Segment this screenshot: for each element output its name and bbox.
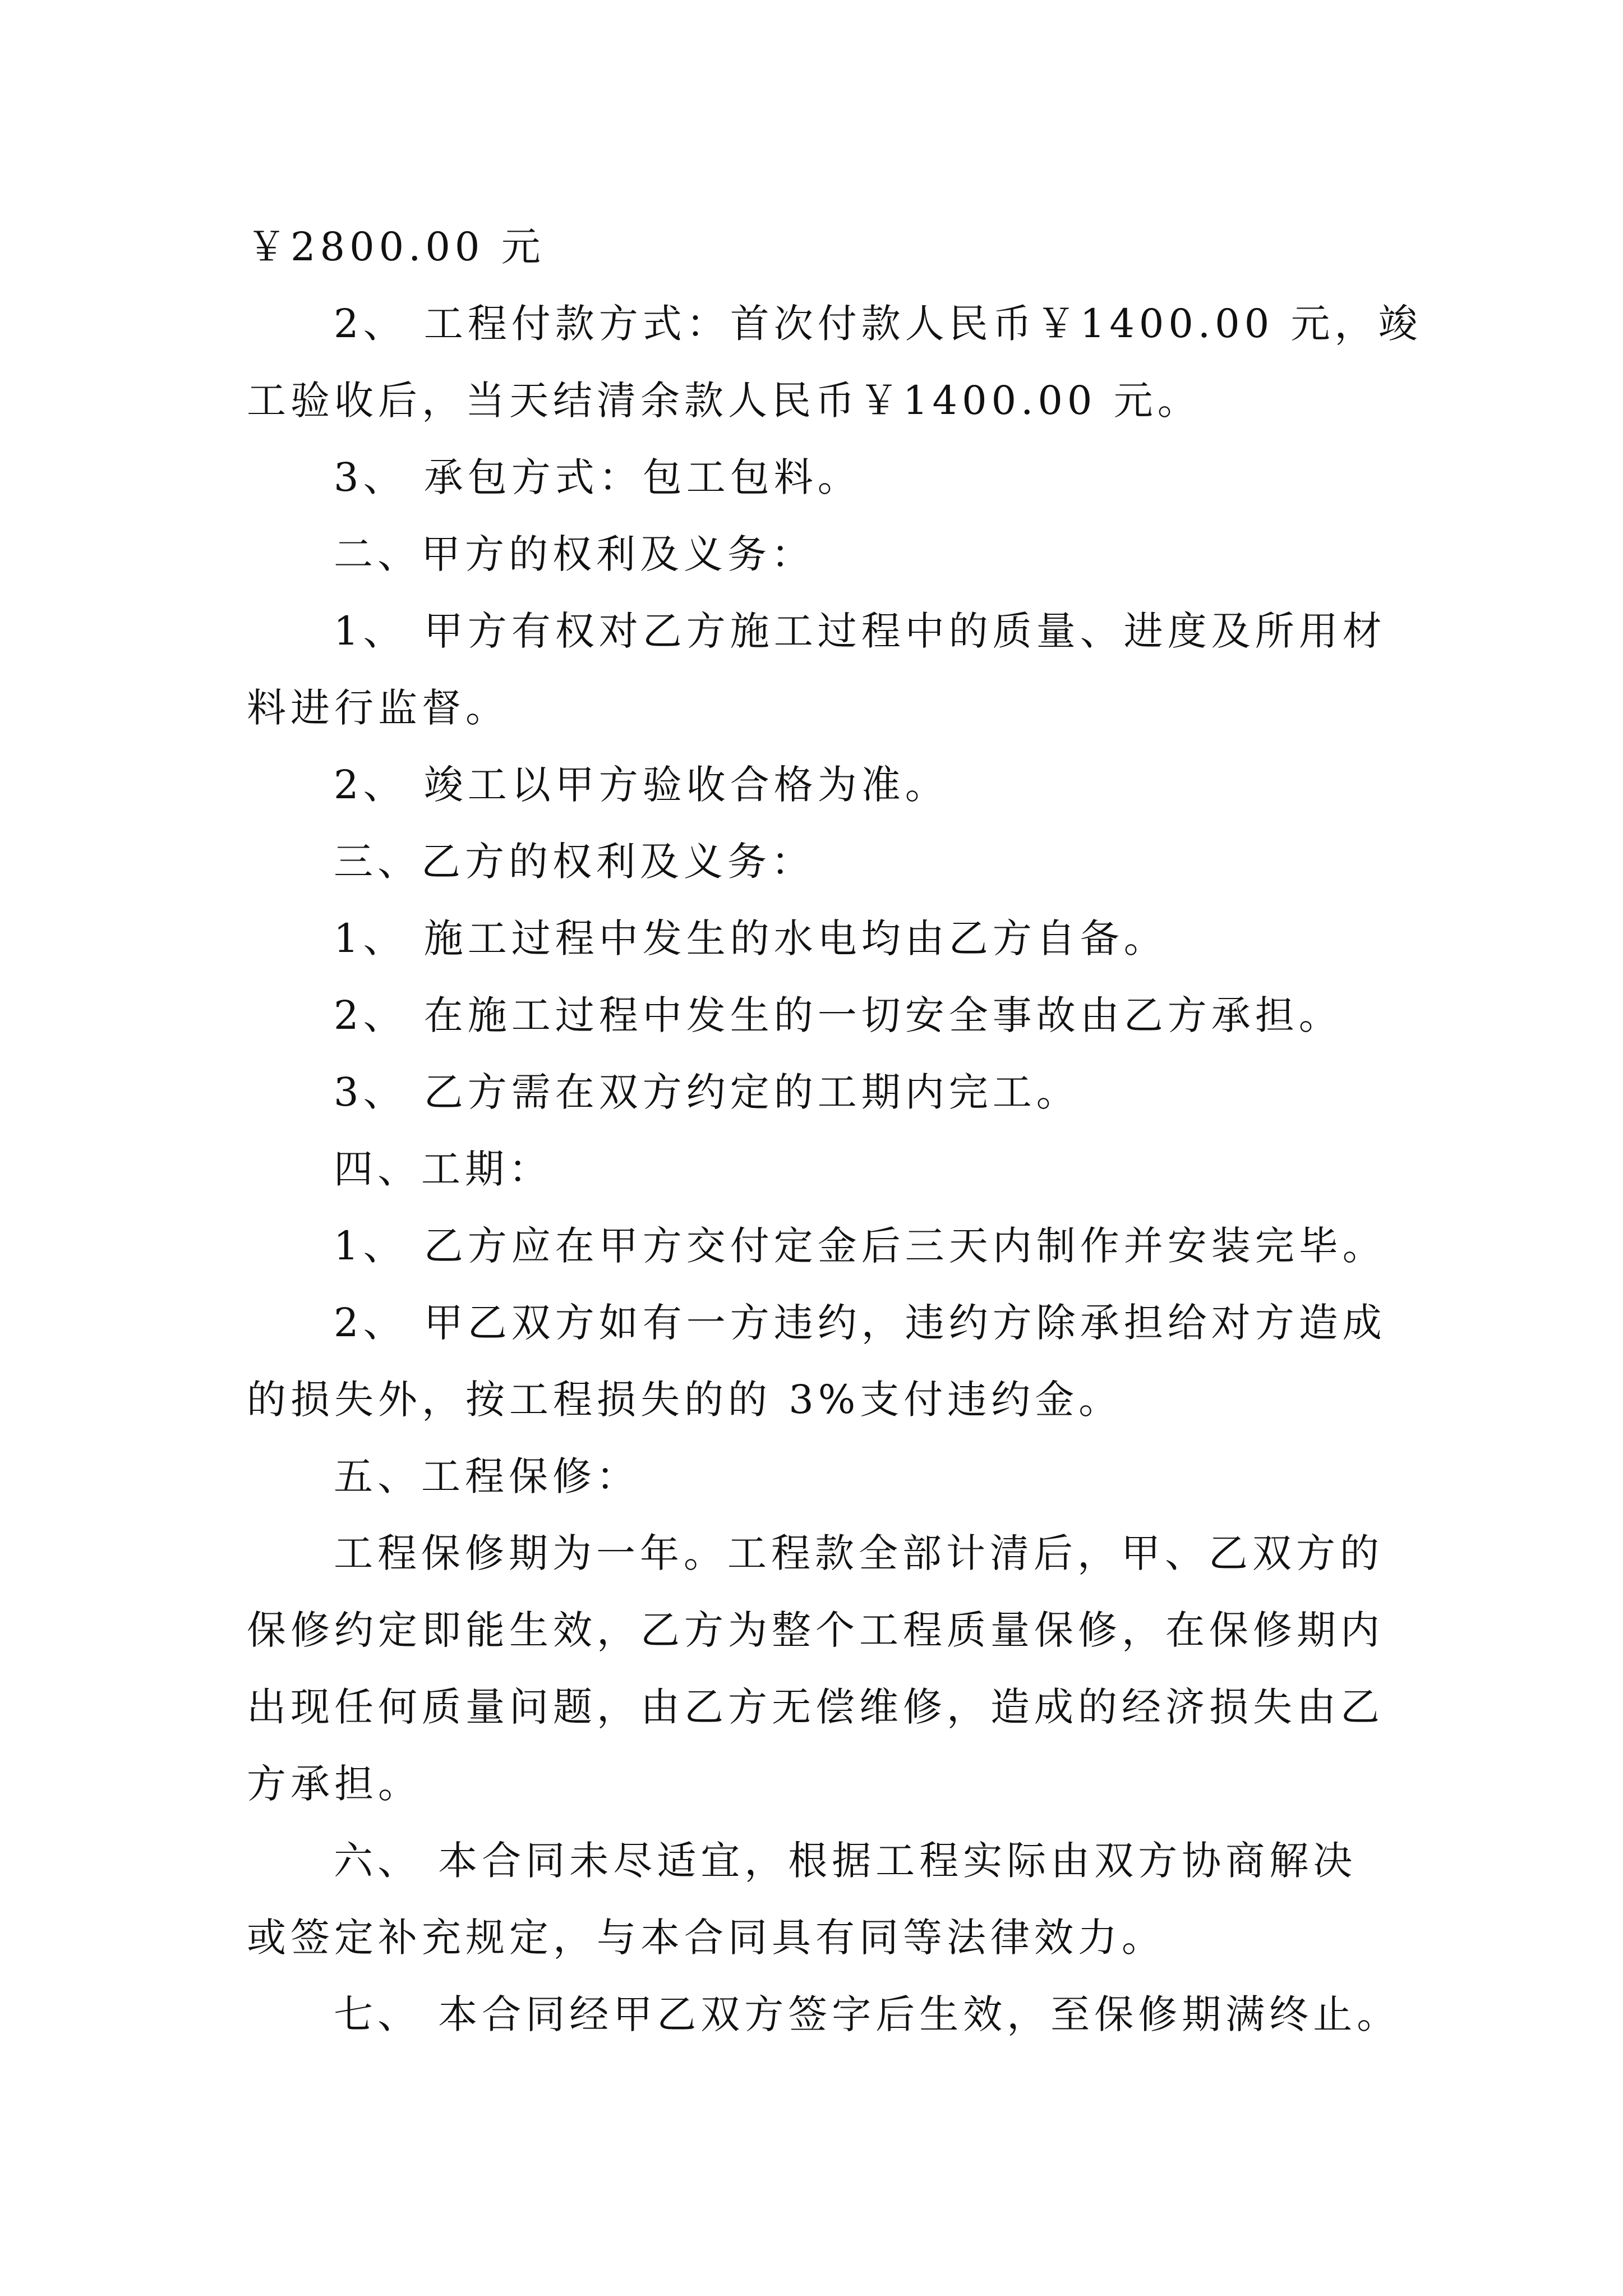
text-line: ￥2800.00 元 xyxy=(247,224,545,270)
text-line: 或签定补充规定，与本合同具有同等法律效力。 xyxy=(247,1915,1165,1961)
text-line: 2、 甲乙双方如有一方违约，违约方除承担给对方造成 xyxy=(334,1300,1386,1346)
text-line: 2、 竣工以甲方验收合格为准。 xyxy=(334,762,949,808)
text-line: 的损失外，按工程损失的的 3%支付违约金。 xyxy=(247,1377,1123,1423)
text-line: 3、 承包方式：包工包料。 xyxy=(334,454,861,500)
section-heading: 三、乙方的权利及义务： xyxy=(334,839,815,885)
text-line: 2、 工程付款方式：首次付款人民币￥1400.00 元，竣 xyxy=(334,301,1422,347)
text-line: 保修约定即能生效，乙方为整个工程质量保修，在保修期内 xyxy=(247,1607,1384,1653)
text-line: 1、 甲方有权对乙方施工过程中的质量、进度及所用材 xyxy=(334,608,1386,654)
contract-body xyxy=(247,209,1422,2053)
text-line: 1、 乙方应在甲方交付定金后三天内制作并安装完毕。 xyxy=(334,1223,1386,1269)
section-heading: 二、甲方的权利及义务： xyxy=(334,531,815,577)
text-line: 2、 在施工过程中发生的一切安全事故由乙方承担。 xyxy=(334,992,1343,1038)
section-heading: 四、工期： xyxy=(334,1146,552,1192)
text-line: 七、 本合同经甲乙双方签字后生效，至保修期满终止。 xyxy=(334,1991,1401,2037)
text-line: 1、 施工过程中发生的水电均由乙方自备。 xyxy=(334,915,1168,961)
text-line: 工程保修期为一年。工程款全部计清后，甲、乙双方的 xyxy=(334,1530,1384,1576)
text-line: 工验收后，当天结清余款人民币￥1400.00 元。 xyxy=(247,378,1201,424)
text-line: 出现任何质量问题，由乙方无偿维修，造成的经济损失由乙 xyxy=(247,1684,1384,1730)
text-line: 3、 乙方需在双方约定的工期内完工。 xyxy=(334,1069,1080,1115)
text-line: 六、 本合同未尽适宜，根据工程实际由双方协商解决 xyxy=(334,1838,1357,1884)
text-line: 料进行监督。 xyxy=(247,685,509,731)
text-line: 方承担。 xyxy=(247,1761,422,1807)
section-heading: 五、工程保修： xyxy=(334,1453,640,1499)
